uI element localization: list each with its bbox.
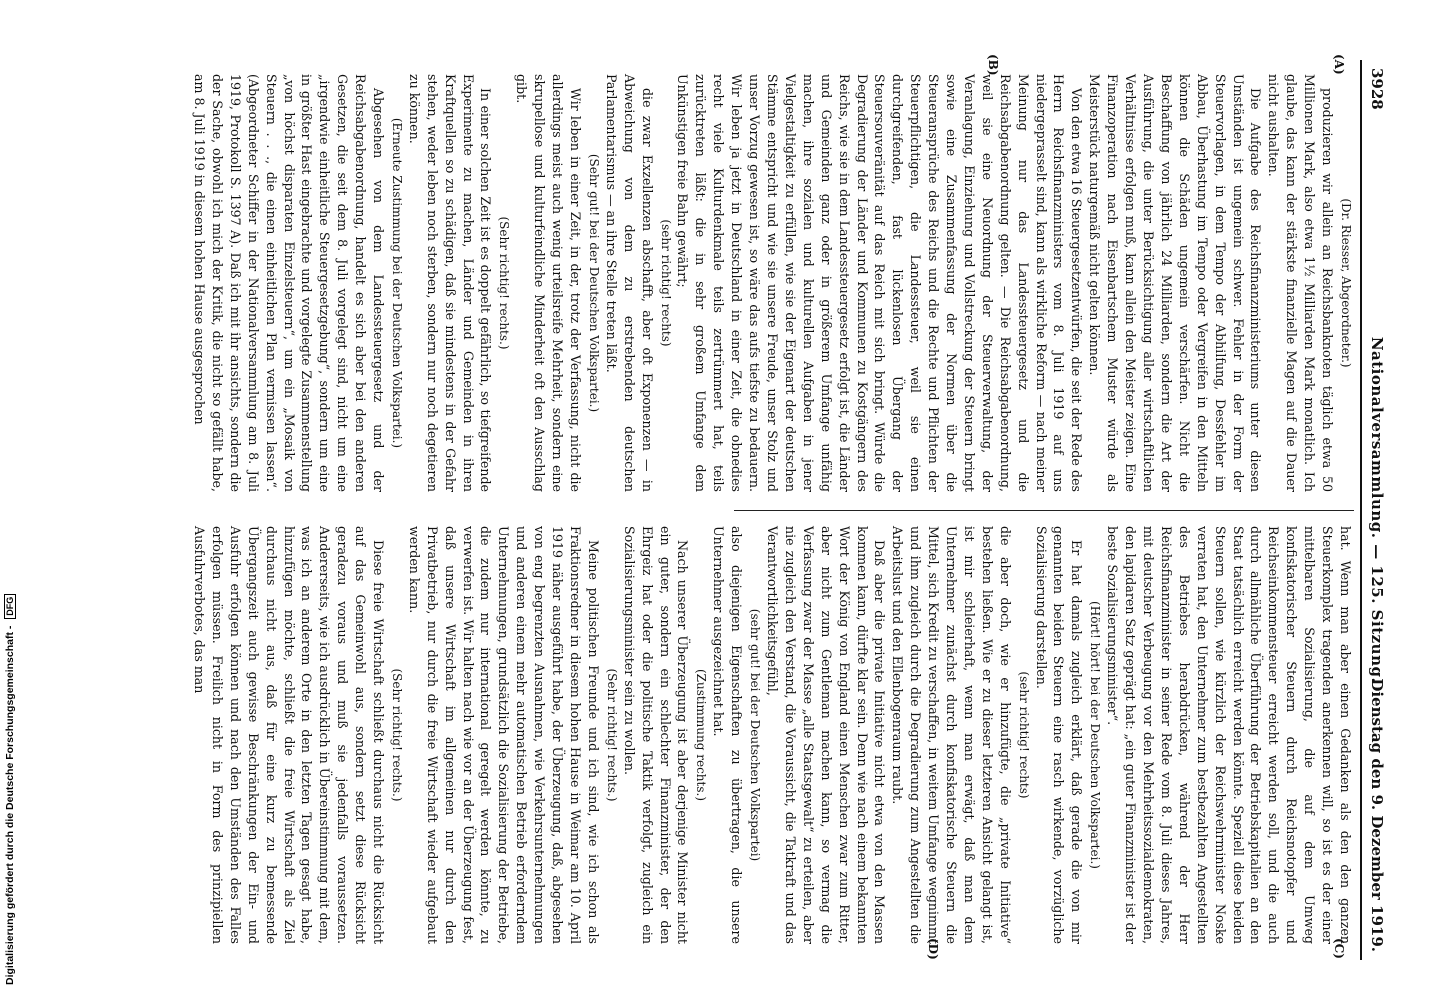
margin-mark-c: (C)	[1332, 938, 1346, 959]
left-column	[192, 74, 1354, 492]
paragraph: hat. Wenn man aber einen Gedanken als den den ganzen Steuerkomplex tragenden anerkennen will, so ist es der einer mittelbaren Sozialisierung, die auf dem Umweg konfiskatorischer Steuern durch Reichsnotopfer und Reichseinkommensteuer erreicht werden soll, und die auch durch allmähliche Überführung der Betriebskapitalien an den Staat tatsächlich erreicht werden könnte. Speziell diese beiden Steuern sollen, wie kürzlich der Reichswehrminister Noske verraten hat, den Unternehmer zum bestbezahlten Angestellten des Betriebes herabdrücken, während der Herr Reichsfinanzminister in seiner Rede vom 8. Juli dieses Jahres, mit deutscher Verbeugung vor den Mehrheitssozialdemokraten, den lapidaren Satz geprägt hat: „ein guter Finanzminister ist der beste Sozialisierungsminister“.	[1105, 526, 1353, 944]
speaker-line: (Dr. Riesser, Abgeordneter.)	[1339, 198, 1353, 368]
interjection: (Sehr richtig! rechts.)	[497, 216, 512, 350]
interjection: (sehr gut! bei der Deutschen Volkspartei)	[748, 608, 763, 862]
paragraph: produzieren wir allein an Reichsbanknoten täglich etwa 50 Millionen Mark, also etwa 1½ Milliarden Mark monatlich. Ich glaube, das kann der stärkste finanzielle Magen auf die Dauer nicht aushalten.	[1266, 74, 1336, 492]
column-divider	[734, 510, 1354, 511]
paragraph: Daß aber die private Initiative nicht etwa von den Massen kommen kann, dürfte klar sein. Denn wie nach einem bekannten Wort der König von England einen Menschen zwar zum Ritter, aber nicht zum Gentleman machen kann, so vermag die Verfassung zwar der Masse „alle Staatsgewalt“ zu erteilen, aber nie zugleich den Verstand, die Voraussicht, die Tatkraft und das Verantwortlichkeitsgefühl,	[765, 526, 888, 944]
credit-text-container	[4, 594, 16, 985]
paragraph: die zwar Exzellenzen abschafft, aber oft Exponenzen — in Abweichung von dem zu erstrebenden deutschen Parlamentarismus — an ihre Stelle treten läßt.	[603, 74, 655, 492]
interjection: (Sehr richtig! rechts.)	[604, 668, 619, 802]
dfg-logo: DFG	[4, 594, 16, 619]
margin-mark-a: (A)	[1332, 54, 1346, 75]
interjection: (Zustimmung rechts.)	[694, 668, 709, 802]
page-title: Nationalversammlung. — 125. Sitzung.	[1368, 336, 1386, 684]
paragraph: Wir leben in einer Zeit, in der, trotz der Verfassung, nicht die allerdings meist auch wenig urteilsreife Mehrheit, sondern eine skrupellose und kulturfeindliche Minderheit oft den Ausschlag gibt.	[514, 74, 584, 492]
interjection: (sehr richtig! rechts)	[658, 219, 673, 347]
paragraph: Die Aufgabe des Reichsfinanzministeriums unter diesen Umständen ist ungemein schwer. Fehler in der Form der Steuervorlagen, in dem Tempo der Abhilfung, Dessfehler im Abbau, Überhastung im Tempo oder Vergreifen in den Mitteln können die Schäden ungemein verschärfen. Nicht die Beschaffung von jährlich 24 Milliarden, sondern die Art der Ausführung, die unter Berücksichtigung aller wirtschaftlichen Verhältnisse erfolgen muß, kann allein den Meister zeigen. Eine Finanzoperation nach Eisenbartschem Muster würde als Meisterstück naturgemäß nicht gelten können.	[1087, 74, 1264, 492]
interjection: (Sehr richtig! rechts.)	[389, 668, 404, 802]
credit-text: Digitalisierung gefördert durch die Deutsche Forschungsgemeinschaft -	[4, 625, 16, 985]
paragraph: Nach unserer Überzeugung ist aber derjenige Minister nicht ein guter, sondern ein schlechter Finanzminister, der den Ehrgeiz hat oder die politische Taktik verfolgt, zugleich ein Sozialisierungsminister sein zu wollen.	[621, 526, 691, 944]
page-number: 3928	[1368, 68, 1386, 110]
paragraph: Diese freie Wirtschaft schließt durchaus nicht die Rücksicht auf das Gemeinwohl aus, sondern setzt diese Rücksicht geradezu voraus und muß sie jedenfalls voraussetzen. Andererseits, wie ich ausdrücklich in Übereinstimmung mit dem, was ich an anderem Orte in den letzten Tagen gesagt habe, hinzufügen möchte, schließt die freie Wirtschaft als Ziel durchaus nicht aus, daß für eine kurz zu bemessende Übergangszeit auch gewisse Beschränkungen der Ein- und Ausfuhr erfolgen können und nach den Umständen des Falles erfolgen müssen. Freilich nicht in Form des prinzipiellen Ausfuhrverbotes, das man	[192, 526, 387, 944]
paragraph: In einer solchen Zeit ist es doppelt gefährlich, so tiefgreifende Experimente zu machen, Länder und Gemeinden in ihren Kraftquellen so zu schädigen, daß sie mindestens in der Gefahr stehen, weder leben noch sterben, sondern nur noch degetieren zu können.	[406, 74, 494, 492]
paragraph: die aber doch, wie er hinzufügte, die „private Initiative“ bestehen ließen. Wie er zu dieser letzteren Ansicht gelangt ist, ist mir schleierhaft, wenn man erwägt, daß man dem Unternehmer zunächst durch konfiskatorische Steuern die Mittel, sich Kredit zu verschaffen, in weitem Umfange wegnimmt und ihm zugleich durch die Degradierung zum Angestellten die Arbeitslust und den Ellenbogenraum raubt.	[890, 526, 1013, 944]
page-date: Dienstag den 9. Dezember 1919.	[1368, 678, 1386, 952]
interjection: (Sehr gut! bei der Deutschen Volkspartei.)	[586, 153, 601, 413]
interjection: (Erneute Zustimmung bei der Deutschen Volkspartei.)	[389, 117, 404, 449]
rotated-page	[90, 54, 1390, 960]
page-header	[1360, 60, 1390, 960]
paragraph: also diejenigen Eigenschaften zu übertragen, die unsere Unternehmer ausgezeichnet hat.	[711, 526, 745, 944]
paragraph: Meine politischen Freunde und ich sind, wie ich schon als Fraktionsredner in diesem hohen Hause in Weimar am 10. April 1919 näher ausgeführt habe, der Überzeugung, daß, abgesehen von eng begrenzten Ausnahmen, wie Verkehrsunternehmungen und anderen einem mehr automatischen Betrieb erforderndem Unternehmungen, grundsätzlich die Sozialisierung der Betriebe, die zudem nur international geregelt werden könnte, zu verwerfen ist. Wir halten nach wie vor an der Überzeugung fest, daß unsere Wirtschaft im allgemeinen nur durch den Privatbetrieb, nur durch die freie Wirtschaft wieder aufgebaut werden kann.	[406, 526, 601, 944]
margin-mark-d: (D)	[926, 938, 940, 960]
paragraph: Von den etwa 16 Steuergesetzentwürfen, die seit der Rede des Herrn Reichsfinanzministers vom 8. Juli 1919 auf uns niedergeprasselt sind, kann als wirkliche Reform — nach meiner Meinung nur das Landessteuergesetz und die Reichsabgabenordnung gelten. — Die Reichsabgabenordnung, weil sie eine Neuordnung der Steuerverwaltung, der Veranlagung, Einziehung und Vollstreckung der Steuern bringt sowie eine Zusammenfassung der Normen über die Steueransprüche des Reichs und die Rechte und Pflichten der Steuerpflichtigen, die Landessteuer, weil sie einen durchgreifenden, fast lückenlosen Übergang der Steuersouveränität auf das Reich mit sich bringt. Würde die Degradierung der Länder und Kommunen zu Kostgängern des Reichs, wie sie in dem Landessteuergesetz erfolgt ist, die Länder und Gemeinden ganz oder in größerem Umfange unfähig machen, ihre sozialen und kulturellen Aufgaben in jener Vielgestaltigkeit zu erfüllen, wie sie der Eigenart der deutschen Stämme entspricht und wie sie unsere Freude, unser Stolz und unser Vorzug gewesen ist, so wäre das aufs tiefste zu bedauern. Wir leben ja jetzt in Deutschland in einer Zeit, die obnedies recht viele Kulturdenkmale teils zertrümmert hat, teils zurücktreten läßt: die in sehr großem Umfange dem Unkünstigen freie Bahn gewährt;	[675, 74, 1085, 492]
interjection: (Hört! hört! bei der Deutschen Volkspartei.)	[1088, 601, 1103, 869]
interjection: (sehr richtig! rechts)	[1016, 671, 1031, 799]
margin-mark-b: (B)	[986, 54, 1000, 76]
paragraph: Abgesehen von dem Landessteuergesetz und der Reichsabgabenordnung, handelt es sich aber bei den anderen Gesetzen, die seit dem 8. Juli vorgelegt sind, nicht um eine „irgendwie einheitliche Steuergesetzgebung“, sondern um eine in größter Hast eingebrachte und vorgelegte Zusammenstellung „von höchst disparaten Einzelsteuern“, um ein „Mosaik von Steuern . . ., die einen einheitlichen Plan vermissen lassen“. (Abgeordneter Schiffer in der Nationalversammlung am 8. Juli 1919, Protokoll S. 1397 A). Daß ich mit ihr ansichts, sondern die der Sache, obwohl ich mich der Kritik, die nicht so gefällt habe, am 8. Juli 1919 in diesem hohen Hause ausgesprochen	[192, 74, 387, 492]
right-column	[192, 526, 1354, 944]
side-credit	[0, 0, 26, 1000]
paragraph: Er hat damals zugleich erklärt, daß gerade die von mir genannten beiden Steuern eine rasch wirkende, vorzügliche Sozialisierung darstellen.	[1033, 526, 1085, 944]
